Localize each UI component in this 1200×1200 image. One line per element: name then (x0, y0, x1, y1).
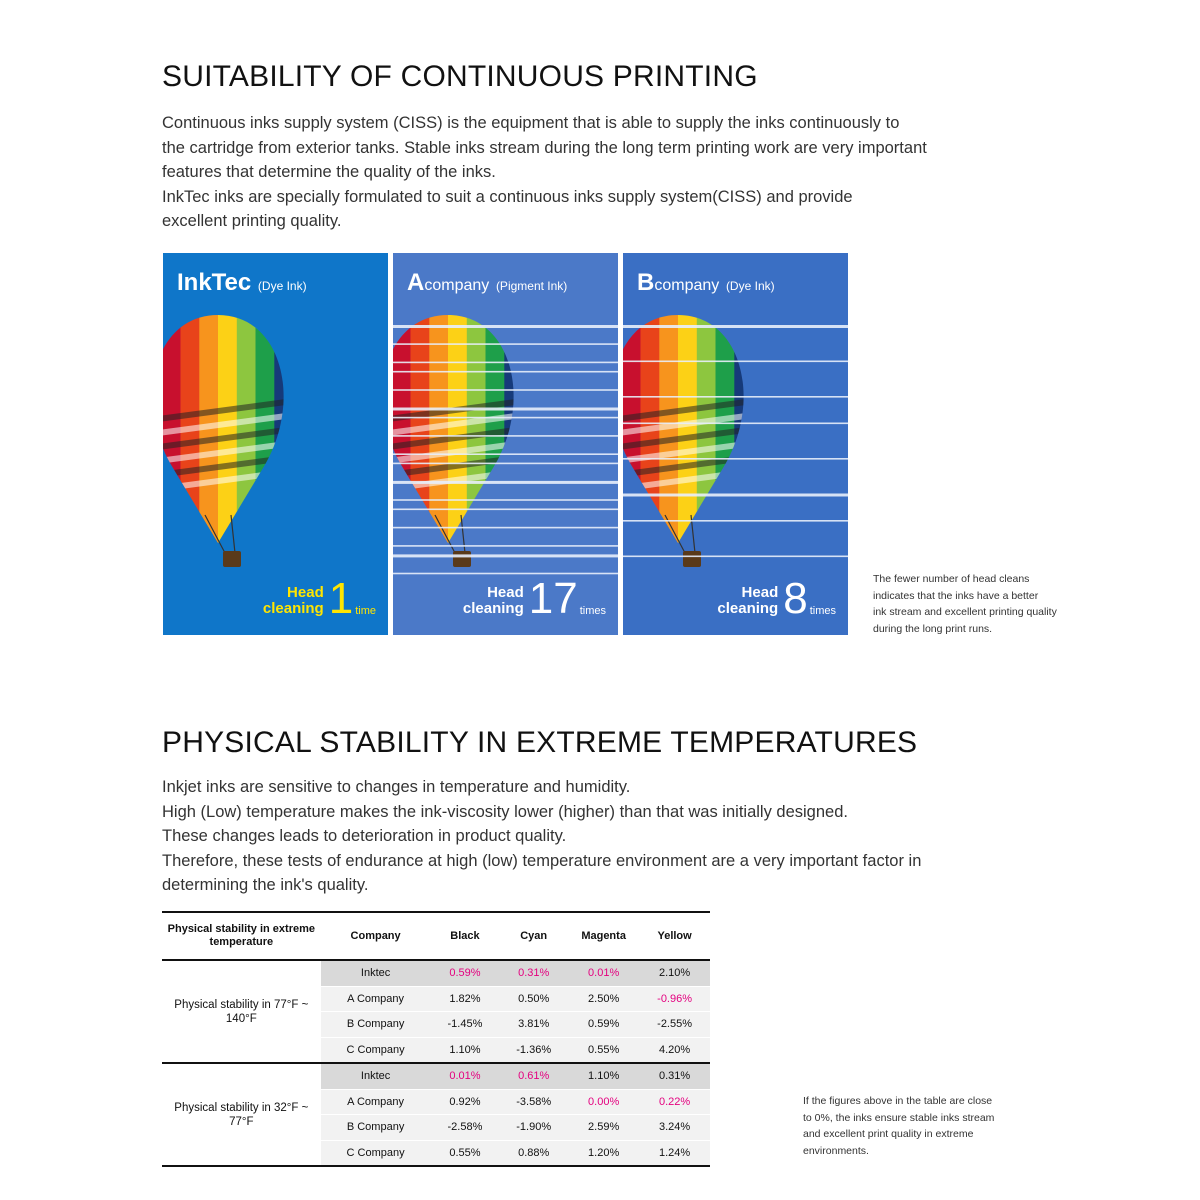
print-defect-stripe (393, 573, 618, 575)
value-cell: 0.31% (639, 1063, 710, 1089)
panel-ink-type: (Pigment Ink) (495, 279, 568, 293)
print-defect-stripe (393, 371, 618, 373)
print-defect-stripe (393, 509, 618, 511)
value-cell: -0.96% (639, 986, 710, 1012)
value-cell: 0.50% (499, 986, 568, 1012)
label-line: cleaning (462, 600, 524, 617)
print-defect-stripe (393, 389, 618, 391)
balloon-svg (393, 253, 618, 635)
panel-brand: B (637, 269, 655, 296)
panel-b-company (623, 253, 848, 635)
paragraph-line: InkTec inks are specially formulated to suit a continuous inks supply system(CISS) and provide (162, 187, 853, 206)
value-cell: -2.58% (431, 1115, 500, 1141)
table-header-row (162, 912, 710, 960)
table-row (162, 960, 710, 986)
print-defect-stripe (623, 361, 848, 363)
company-cell: A Company (321, 1089, 431, 1115)
value-cell: 0.22% (639, 1089, 710, 1115)
company-cell: A Company (321, 986, 431, 1012)
print-defect-stripe (623, 325, 848, 328)
balloon-basket (453, 551, 471, 567)
paragraph-line: determining the ink's quality. (162, 876, 369, 895)
value-cell: -2.55% (639, 1012, 710, 1038)
value-cell: 3.24% (639, 1115, 710, 1141)
panel-title (637, 269, 775, 297)
value-cell: -3.58% (499, 1089, 568, 1115)
panel-brand: A (407, 269, 425, 296)
balloon-svg (623, 253, 848, 635)
head-cleaning-label (463, 585, 524, 617)
value-cell: 3.81% (499, 1012, 568, 1038)
balloon-svg (163, 253, 388, 635)
value-cell: 0.59% (568, 1012, 639, 1038)
balloon-basket (683, 551, 701, 567)
print-defect-stripe (393, 527, 618, 529)
company-cell: C Company (321, 1140, 431, 1166)
column-header: Physical stability in extreme temperature (162, 912, 321, 960)
panel-title (177, 269, 307, 297)
head-cleaning-note (873, 571, 1057, 637)
value-cell: 0.01% (431, 1063, 500, 1089)
group-label: Physical stability in 32°F ~ 77°F (162, 1063, 321, 1166)
cleaning-number: 17 (528, 574, 578, 623)
company-cell: C Company (321, 1037, 431, 1063)
print-defect-stripe (623, 458, 848, 460)
value-cell: -1.90% (499, 1115, 568, 1141)
company-cell: Inktec (321, 1063, 431, 1089)
value-cell: 1.24% (639, 1140, 710, 1166)
company-cell: Inktec (321, 960, 431, 986)
table-row (162, 1063, 710, 1089)
note-line: environments. (803, 1144, 869, 1157)
print-defect-stripe (393, 499, 618, 501)
value-cell: 0.00% (568, 1089, 639, 1115)
column-header: Cyan (499, 912, 568, 960)
panel-ink-type: (Dye Ink) (257, 279, 307, 293)
company-cell: B Company (321, 1012, 431, 1038)
label-line: Head (487, 584, 524, 601)
table-body (162, 960, 710, 1166)
value-cell: 0.01% (568, 960, 639, 986)
note-line: ink stream and excellent printing quality (873, 606, 1057, 618)
note-line: If the figures above in the table are close (803, 1095, 993, 1107)
balloon-gore (218, 308, 238, 548)
head-cleaning-count (717, 574, 836, 623)
column-header: Company (321, 912, 431, 960)
column-header: Black (431, 912, 500, 960)
paragraph-line: Therefore, these tests of endurance at high (low) temperature environment are a very important factor in (162, 851, 922, 870)
print-defect-stripe (393, 453, 618, 455)
value-cell: 1.20% (568, 1140, 639, 1166)
paragraph-line: features that determine the quality of the inks. (162, 163, 496, 182)
panel-word: company (424, 277, 490, 294)
paragraph-line: Continuous inks supply system (CISS) is the equipment that is able to supply the inks continuously to (162, 114, 900, 132)
print-defect-stripe (393, 435, 618, 437)
section-title-physical-stability: PHYSICAL STABILITY IN EXTREME TEMPERATURES (162, 726, 918, 759)
section-title-continuous-printing: SUITABILITY OF CONTINUOUS PRINTING (162, 60, 758, 93)
value-cell: 0.59% (431, 960, 500, 986)
note-line: The fewer number of head cleans (873, 573, 1030, 585)
head-cleaning-label (263, 585, 324, 617)
balloon-basket (223, 551, 241, 567)
section2-paragraph (162, 775, 1062, 898)
print-defect-stripe (623, 494, 848, 497)
print-defect-stripe (623, 520, 848, 522)
label-line: Head (287, 584, 324, 601)
stability-table (162, 911, 710, 1167)
note-line: during the long print runs. (873, 622, 993, 635)
print-defect-stripe (393, 481, 618, 484)
value-cell: 0.92% (431, 1089, 500, 1115)
print-defect-stripe (393, 343, 618, 345)
value-cell: 0.31% (499, 960, 568, 986)
cleaning-unit: time (355, 605, 376, 617)
paragraph-line: excellent printing quality. (162, 212, 342, 231)
print-defect-stripe (393, 463, 618, 465)
group-label: Physical stability in 77°F ~ 140°F (162, 960, 321, 1063)
paragraph-line: These changes leads to deterioration in product quality. (162, 827, 567, 846)
note-line: and excellent print quality in extreme (803, 1128, 974, 1140)
value-cell: 4.20% (639, 1037, 710, 1063)
value-cell: 0.55% (568, 1037, 639, 1063)
value-cell: 2.10% (639, 960, 710, 986)
panel-ink-type: (Dye Ink) (725, 279, 775, 293)
section1-paragraph (162, 111, 1062, 234)
print-defect-stripe (393, 325, 618, 328)
head-cleaning-count (462, 574, 606, 623)
value-cell: -1.45% (431, 1012, 500, 1038)
head-cleaning-label (717, 585, 778, 617)
print-defect-stripe (393, 554, 618, 557)
table-note (803, 1093, 994, 1159)
cleaning-unit: times (809, 605, 836, 617)
head-cleaning-count (262, 574, 376, 623)
panel-inktec (163, 253, 388, 635)
value-cell: 2.59% (568, 1115, 639, 1141)
paragraph-line: Inkjet inks are sensitive to changes in temperature and humidity. (162, 778, 631, 796)
column-header: Yellow (639, 912, 710, 960)
value-cell: 1.10% (568, 1063, 639, 1089)
paragraph-line: High (Low) temperature makes the ink-viscosity lower (higher) than that was initially designed. (162, 802, 848, 821)
panel-a-company (393, 253, 618, 635)
print-defect-stripe (623, 396, 848, 398)
value-cell: -1.36% (499, 1037, 568, 1063)
paragraph-line: the cartridge from exterior tanks. Stable inks stream during the long term printing work are very important (162, 138, 927, 157)
print-defect-stripe (393, 362, 618, 364)
label-line: cleaning (717, 600, 779, 617)
value-cell: 0.61% (499, 1063, 568, 1089)
cleaning-number: 8 (783, 574, 808, 623)
value-cell: 1.10% (431, 1037, 500, 1063)
cleaning-unit: times (579, 605, 606, 617)
note-line: to 0%, the inks ensure stable inks stream (803, 1111, 995, 1124)
value-cell: 1.82% (431, 986, 500, 1012)
company-cell: B Company (321, 1115, 431, 1141)
print-defect-stripe (393, 417, 618, 419)
label-line: cleaning (262, 600, 324, 617)
value-cell: 2.50% (568, 986, 639, 1012)
label-line: Head (741, 584, 779, 601)
print-defect-stripe (623, 423, 848, 425)
panel-title (407, 269, 567, 297)
note-line: indicates that the inks have a better (873, 589, 1039, 602)
value-cell: 0.88% (499, 1140, 568, 1166)
panel-word: company (654, 277, 720, 294)
print-defect-stripe (393, 408, 618, 411)
print-defect-stripe (623, 556, 848, 558)
panel-brand: InkTec (177, 269, 252, 296)
cleaning-number: 1 (328, 574, 354, 623)
balloon-gore (678, 308, 698, 548)
column-header: Magenta (568, 912, 639, 960)
value-cell: 0.55% (431, 1140, 500, 1166)
print-defect-stripe (393, 545, 618, 547)
